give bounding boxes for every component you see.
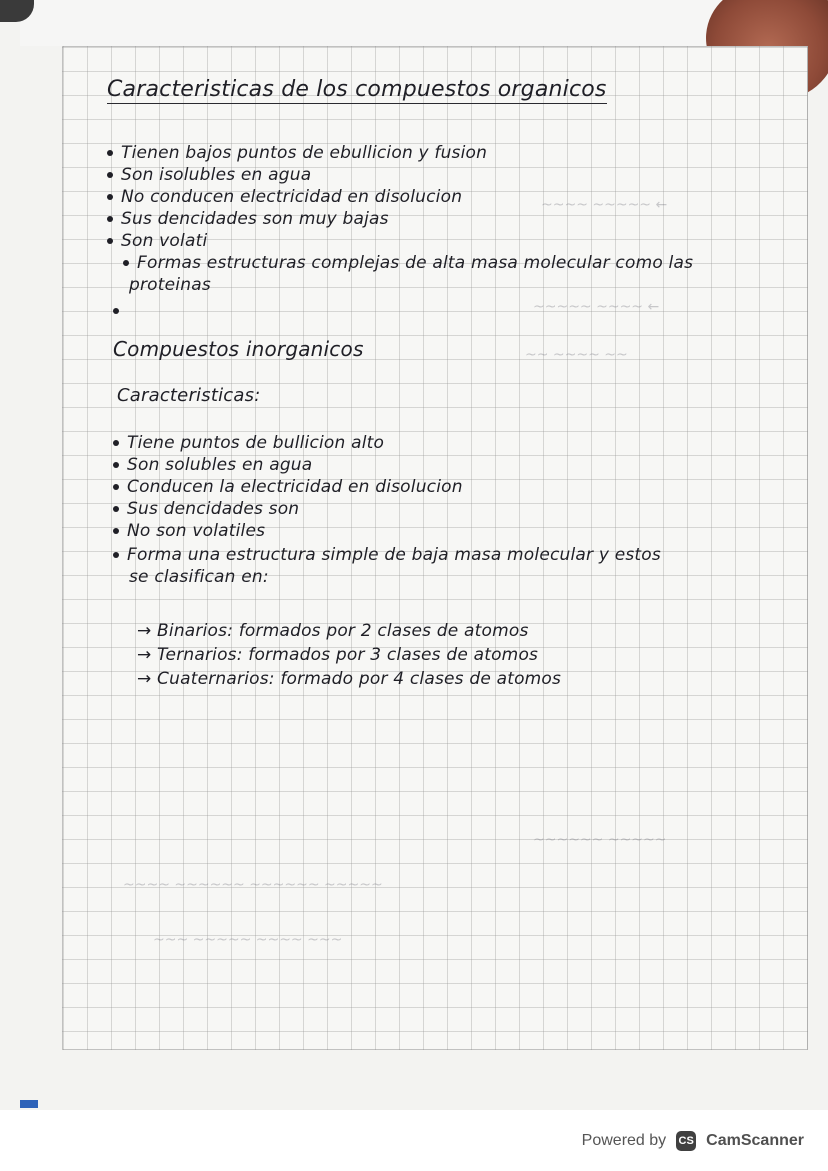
camscanner-name: CamScanner — [706, 1132, 804, 1149]
bleed-through-mark: ~~~ ~~~~~ ~~~~ ~~~ — [153, 932, 343, 948]
bullet-icon — [107, 194, 113, 200]
page-top-edge — [20, 0, 820, 46]
organicos-title: Caracteristicas de los compuestos organicos — [107, 77, 607, 102]
bullet-icon — [113, 440, 119, 446]
organicos-item-6-cont: proteinas — [129, 275, 211, 295]
bullet-icon — [113, 308, 119, 314]
bullet-icon — [113, 506, 119, 512]
inorganicos-item-1: Tiene puntos de bullicion alto — [113, 433, 384, 453]
bullet-icon — [107, 238, 113, 244]
bullet-icon — [113, 552, 119, 558]
bleed-through-mark: ~~~~~~ ~~~~~ — [533, 832, 667, 848]
inorganicos-subheading: Caracteristicas: — [117, 385, 261, 406]
bullet-icon — [113, 484, 119, 490]
bleed-through-mark: ~~ ~~~~ ~~ — [525, 347, 628, 363]
inorganicos-item-4: Sus dencidades son — [113, 499, 299, 519]
organicos-item-2: Son isolubles en agua — [107, 165, 311, 185]
inorganicos-item-2: Son solubles en agua — [113, 455, 312, 475]
class-binarios: → Binarios: formados por 2 clases de atomos — [137, 621, 529, 641]
bleed-through-mark: ~~~~~ ~~~~ ← — [533, 299, 660, 315]
organicos-item-4: Sus dencidades son muy bajas — [107, 209, 389, 229]
bullet-icon — [107, 172, 113, 178]
camscanner-logo-icon: CS — [676, 1131, 696, 1151]
grid-notebook-paper — [62, 46, 808, 1050]
bullet-icon — [113, 462, 119, 468]
class-ternarios: → Ternarios: formados por 3 clases de atomos — [137, 645, 539, 665]
organicos-item-6: Formas estructuras complejas de alta masa molecular como las — [123, 253, 693, 273]
camscanner-watermark — [582, 1126, 804, 1156]
organicos-item-5: Son volati — [107, 231, 207, 251]
organicos-empty-bullet — [113, 301, 127, 321]
bullet-icon — [107, 150, 113, 156]
powered-by-text: Powered by — [581, 1132, 667, 1149]
inorganicos-heading: Compuestos inorganicos — [113, 337, 364, 361]
organicos-item-1: Tienen bajos puntos de ebullicion y fusion — [107, 143, 487, 163]
inorganicos-item-6: Forma una estructura simple de baja masa molecular y estos — [113, 545, 661, 565]
class-cuaternarios: → Cuaternarios: formado por 4 clases de atomos — [137, 669, 562, 689]
bleed-through-mark: ~~~~ ~~~~~ ← — [541, 197, 668, 213]
organicos-item-3: No conducen electricidad en disolucion — [107, 187, 462, 207]
bullet-icon — [107, 216, 113, 222]
bullet-icon — [113, 528, 119, 534]
bullet-icon — [123, 260, 129, 266]
inorganicos-item-6-cont: se clasifican en: — [129, 567, 269, 587]
inorganicos-item-5: No son volatiles — [113, 521, 265, 541]
bleed-through-mark: ~~~~ ~~~~~~ ~~~~~~ ~~~~~ — [123, 877, 383, 893]
scan-edge-marker — [20, 1100, 38, 1108]
inorganicos-item-3: Conducen la electricidad en disolucion — [113, 477, 463, 497]
